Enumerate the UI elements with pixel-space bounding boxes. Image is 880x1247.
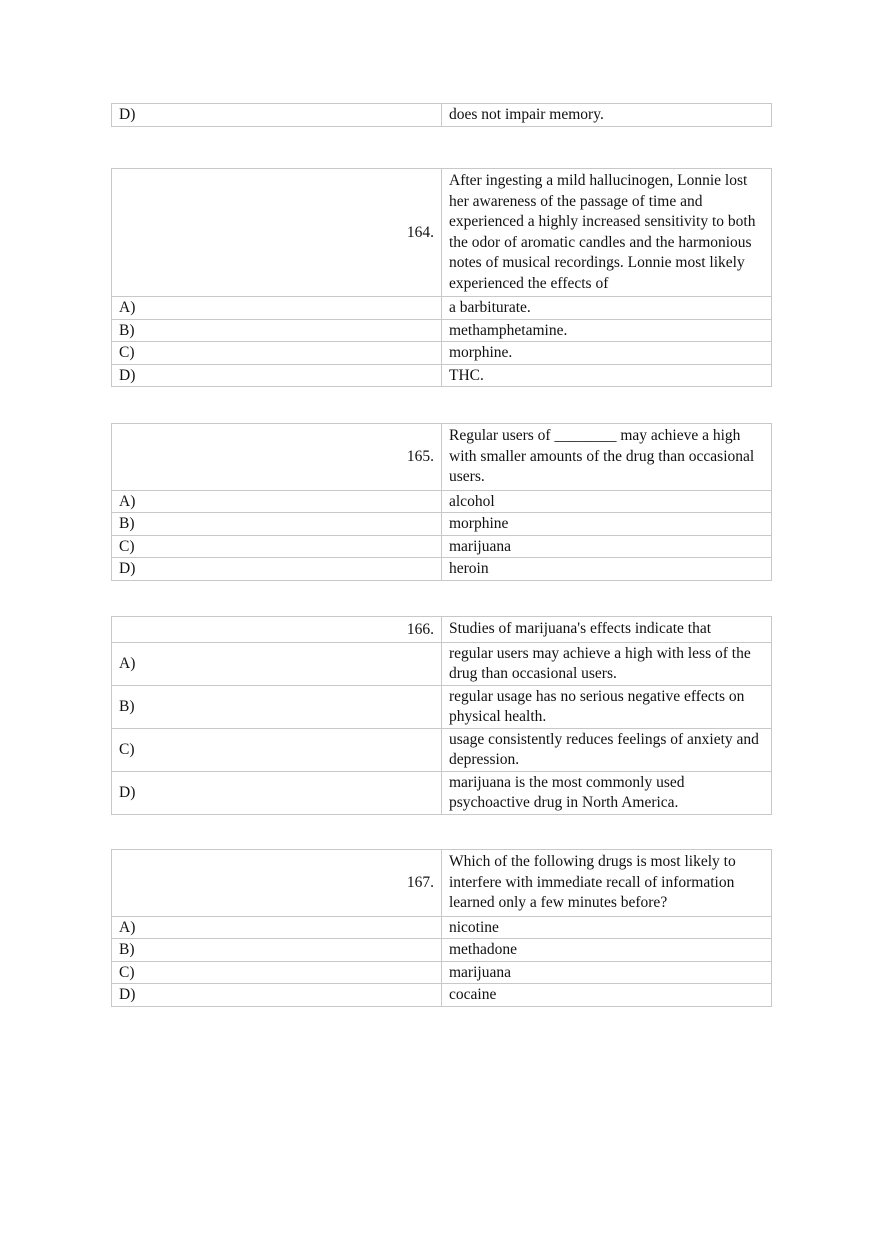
option-text: methadone [442,939,772,962]
option-letter: A) [112,916,442,939]
option-text: morphine. [442,342,772,365]
option-letter: C) [112,961,442,984]
answer-row [112,513,772,536]
question-row [112,850,772,917]
option-letter: C) [112,535,442,558]
option-letter: C) [112,342,442,365]
answer-row [112,342,772,365]
question-164 [111,168,772,387]
option-text: regular users may achieve a high with less of the drug than occasional users. [442,642,772,685]
answer-row [112,728,772,771]
option-letter: D) [112,104,442,127]
option-text: cocaine [442,984,772,1007]
question-stem: Studies of marijuana's effects indicate that [442,617,772,643]
question-167 [111,849,772,1007]
answer-row [112,939,772,962]
option-letter: B) [112,513,442,536]
question-stem: Which of the following drugs is most likely to interfere with immediate recall of information learned only a few minutes before? [442,850,772,917]
option-text: THC. [442,364,772,387]
question-number: 166. [112,617,442,643]
option-letter: D) [112,364,442,387]
answer-row [112,771,772,814]
question-number: 164. [112,169,442,297]
option-text: alcohol [442,490,772,513]
answer-row [112,319,772,342]
answer-row [112,297,772,320]
answer-row [112,685,772,728]
option-letter: A) [112,642,442,685]
option-text: morphine [442,513,772,536]
option-letter: B) [112,939,442,962]
question-stem: After ingesting a mild hallucinogen, Lonnie lost her awareness of the passage of time and experienced a highly increased sensitivity to both the odor of aromatic candles and the harmonious notes of musical recordings. Lonnie most likely experienced the effects of [442,169,772,297]
answer-row [112,490,772,513]
option-letter: D) [112,984,442,1007]
question-stem: Regular users of ________ may achieve a high with smaller amounts of the drug than occasional users. [442,424,772,491]
question-165 [111,423,772,581]
question-row [112,169,772,297]
question-number: 167. [112,850,442,917]
option-text: marijuana [442,535,772,558]
option-text: regular usage has no serious negative effects on physical health. [442,685,772,728]
option-text: marijuana [442,961,772,984]
option-text: methamphetamine. [442,319,772,342]
answer-row [112,961,772,984]
option-letter: C) [112,728,442,771]
answer-row [112,535,772,558]
option-text: a barbiturate. [442,297,772,320]
answer-row [112,916,772,939]
question-number: 165. [112,424,442,491]
option-letter: D) [112,558,442,581]
question-166 [111,616,772,815]
option-letter: D) [112,771,442,814]
option-text: usage consistently reduces feelings of anxiety and depression. [442,728,772,771]
prev-question-tail [111,103,772,127]
answer-row [112,104,772,127]
answer-row [112,558,772,581]
answer-row [112,642,772,685]
question-row [112,617,772,643]
option-text: heroin [442,558,772,581]
option-letter: B) [112,685,442,728]
option-letter: A) [112,490,442,513]
answer-row [112,364,772,387]
answer-row [112,984,772,1007]
option-letter: A) [112,297,442,320]
option-text: nicotine [442,916,772,939]
question-row [112,424,772,491]
option-text: marijuana is the most commonly used psychoactive drug in North America. [442,771,772,814]
option-text: does not impair memory. [442,104,772,127]
option-letter: B) [112,319,442,342]
